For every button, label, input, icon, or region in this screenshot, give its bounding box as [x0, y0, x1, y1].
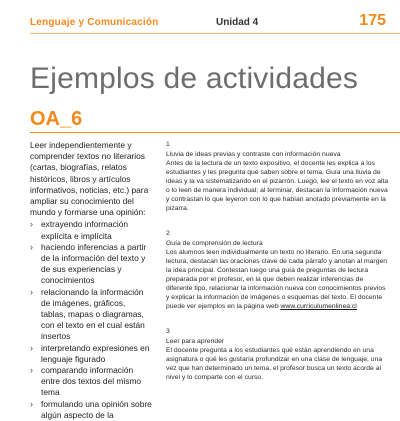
activity-number: 2 [166, 230, 170, 237]
activity-title: Leer para aprender [166, 338, 225, 345]
objective-item: › formulando una opinión sobre algún aspecto de la [30, 398, 152, 420]
objective-item: › interpretando expresiones en lenguaje figurado [30, 342, 150, 364]
activities-column [166, 140, 390, 398]
objective-column [30, 140, 152, 421]
objective-item: › relacionando la información de imágenes, gráficos, tablas, mapas o diagramas, con el texto en el cual están insertos [30, 286, 145, 342]
chevron-right-icon: › [30, 286, 33, 297]
activity-3 [166, 327, 390, 382]
activity-number: 1 [166, 141, 170, 148]
curriculum-link[interactable]: www.curriculumenlinea.cl [280, 303, 357, 310]
header-divider [30, 33, 400, 34]
activity-body: El docente pregunta a los estudiantes qué están aprendiendo en una asignatura o qué les gustaría profundizar en una clase de lenguaje, una vez que han determinado un tema, el profesor busca un texto acorde al nivel y lo comparte con el curso. [166, 347, 383, 381]
activity-1 [166, 140, 390, 213]
header-unit: Unidad 4 [216, 17, 259, 28]
chevron-right-icon: › [30, 365, 33, 376]
chevron-right-icon: › [30, 398, 33, 409]
activity-body: Antes de la lectura de un texto expositivo, el docente les explica a los estudiantes y les pregunta qué saben sobre el tema. Guía una lluvia de ideas y la va sistematizando en el pizarrón. Luego, lee el texto en voz alta o lo leen de manera individual; al terminar, destacan la información nueva y contrastan lo que leyeron con lo que habían anotado previamente en la pizarra. [166, 160, 389, 212]
objective-list [30, 219, 152, 421]
objective-item: › haciendo inferencias a partir de la información del texto y de sus experiencias y conocimientos [30, 241, 147, 286]
chevron-right-icon: › [30, 219, 33, 230]
activity-number: 3 [166, 328, 170, 335]
activity-title: Guía de comprensión de lectura [166, 240, 263, 247]
objective-item: › comparando información entre dos textos del mismo tema [30, 365, 142, 398]
objective-code: OA_6 [30, 108, 83, 130]
page-title: Ejemplos de actividades [30, 62, 359, 95]
chevron-right-icon: › [30, 241, 33, 252]
header-subject: Lenguaje y Comunicación [30, 17, 159, 28]
activity-2 [166, 229, 390, 311]
objective-item: › extrayendo información explícita e implícita [30, 219, 129, 241]
activity-title: Lluvia de ideas previas y contraste con información nueva [166, 151, 341, 158]
page-number: 175 [359, 12, 386, 29]
objective-intro: Leer independientemente y comprender textos no literarios (cartas, biografías, relatos históricos, libros y artículos informativos, noticias, etc.) para ampliar su conocimiento del mundo y formarse una opinión: [30, 140, 149, 218]
activity-body: Los alumnos leen individualmente un texto no literario. En una segunda lectura, destacan las oraciones clave de cada párrafo y anotan al margen la idea principal. Contestan luego una guía de preguntas de lectura preparada por el profesor, en la que deben realizar inferencias de diferente tipo, relacionar la información nueva con conocimientos previos y explicar la información de imágenes o esquemas del texto. El docente puede ver ejemplos en la página web www.curriculumenlinea.cl [166, 249, 388, 310]
page-header [30, 12, 386, 32]
chevron-right-icon: › [30, 342, 33, 353]
objective-divider [30, 132, 400, 133]
